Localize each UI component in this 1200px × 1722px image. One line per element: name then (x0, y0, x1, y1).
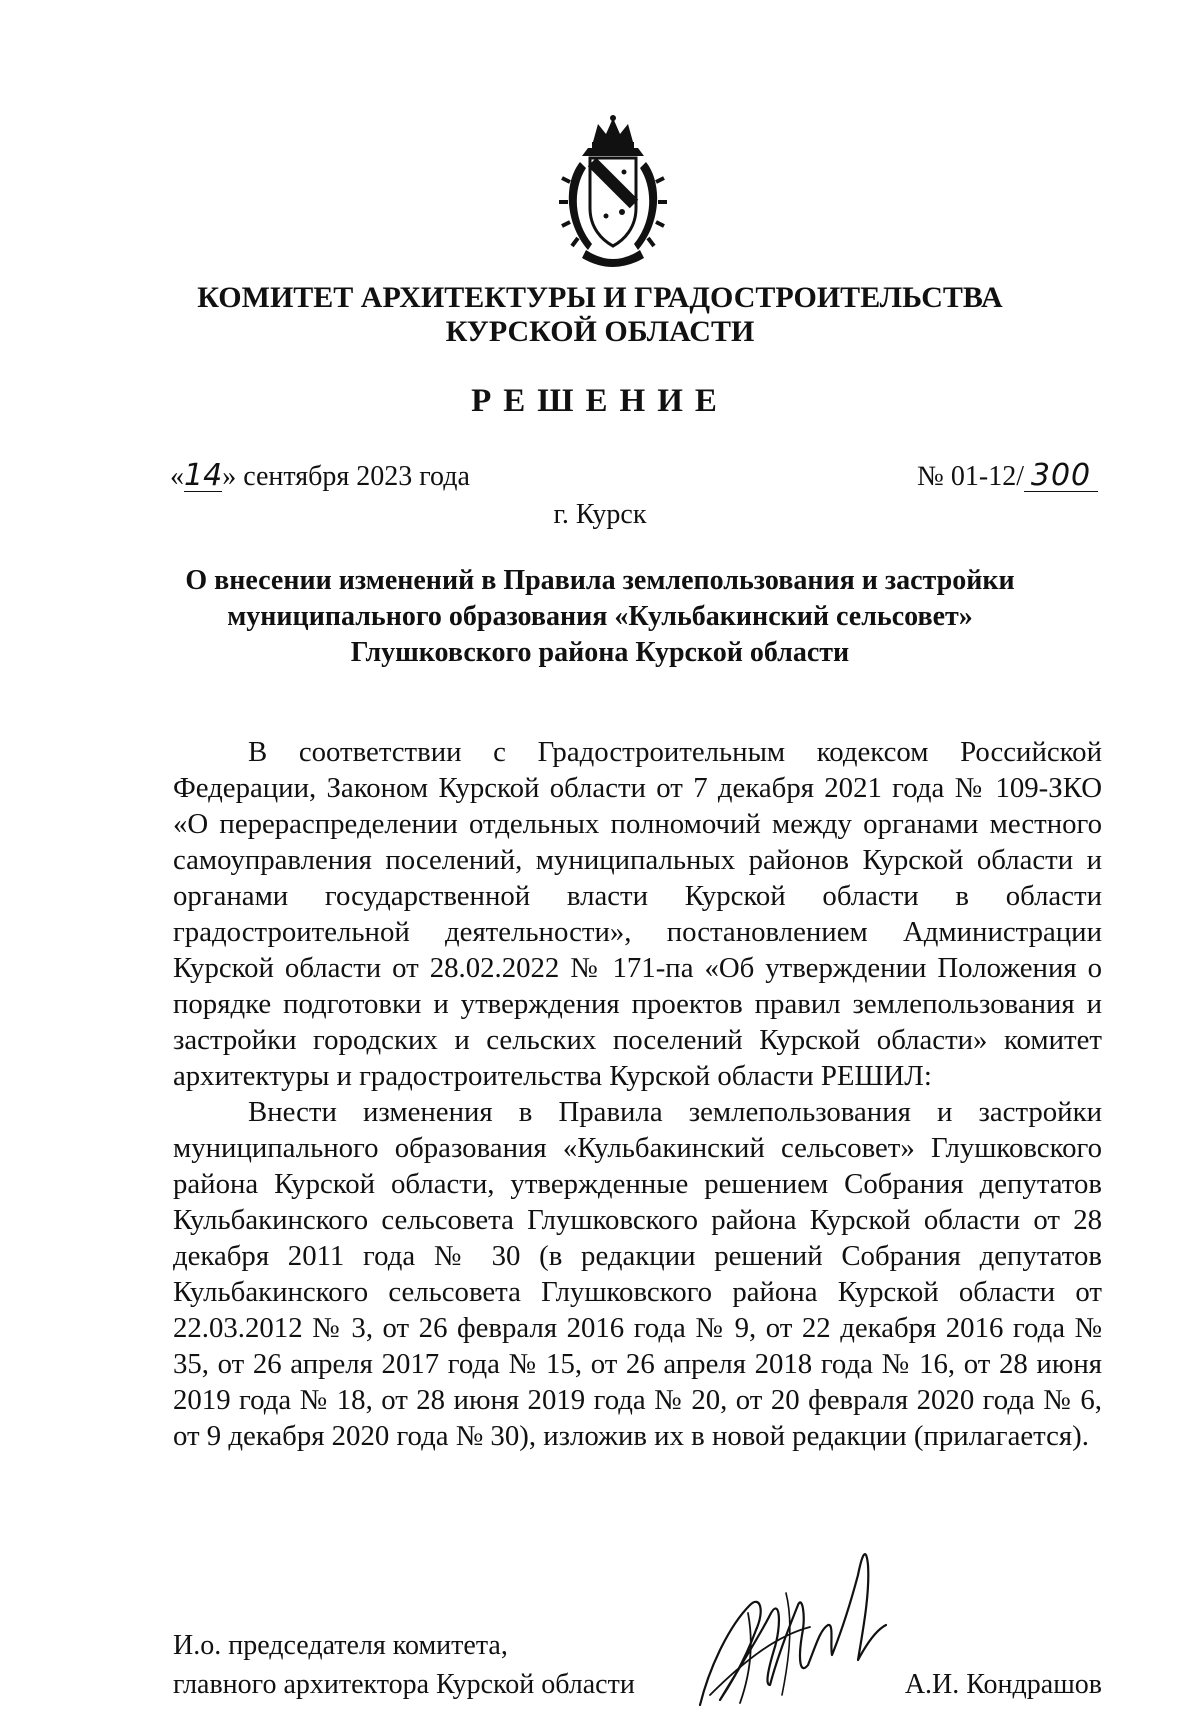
organization-name-line1: КОМИТЕТ АРХИТЕКТУРЫ И ГРАДОСТРОИТЕЛЬСТВА (197, 281, 1003, 314)
signatory-name: А.И. Кондрашов (904, 1669, 1102, 1700)
coat-of-arms-icon (558, 112, 668, 272)
signatory-title-line2: главного архитектора Курской области (173, 1669, 635, 1700)
document-body (173, 734, 1102, 1454)
date-day-handwritten: 14 (184, 458, 223, 493)
document-date (170, 459, 470, 495)
document-city: г. Курск (553, 499, 647, 530)
organization-name-line2: КУРСКОЙ ОБЛАСТИ (445, 315, 755, 348)
subject-line1: О внесении изменений в Правила землепользования и застройки (185, 565, 1015, 596)
document-type-title: РЕШЕНИЕ (471, 383, 729, 419)
document-subject (180, 563, 1020, 671)
body-paragraph-decision: Внести изменения в Правила землепользования и застройки муниципального образования «Кульбакинский сельсовет» Глушковского района Курской области, утвержденные решением Собрания депутатов Кульбакинского сельсовета Глушковского района Курской области от 28 декабря 2011 года № 30 (в редакции решений Собрания депутатов Кульбакинского сельсовета Глушковского района Курской области от 22.03.2012 № 3, от 26 февраля 2016 года № 9, от 22 декабря 2016 года № 35, от 26 апреля 2017 года № 15, от 26 апреля 2018 года № 16, от 28 июня 2019 года № 18, от 28 июня 2019 года № 20, от 20 февраля 2020 года № 6, от 9 декабря 2020 года № 30), изложив их в новой редакции (прилагается). (173, 1096, 1102, 1452)
date-rest: » сентября 2023 года (222, 461, 470, 492)
number-handwritten: 300 (1024, 461, 1098, 492)
signature-image (690, 1535, 920, 1715)
subject-line3: Глушковского района Курской области (350, 637, 850, 668)
subject-line2: муниципального образования «Кульбакинский сельсовет» (227, 601, 973, 632)
document-number (917, 459, 1098, 495)
body-paragraph-preamble: В соответствии с Градостроительным кодексом Российской Федерации, Законом Курской области от 7 декабря 2021 года № 109-ЗКО «О перераспределении отдельных полномочий между органами местного самоуправления поселений, муниципальных районов Курской области и органами государственной власти Курской области в области градостроительной деятельности», постановлением Администрации Курской области от 28.02.2022 № 171-па «Об утверждении Положения о порядке подготовки и утверждения проектов правил землепользования и застройки городских и сельских поселений Курской области» комитет архитектуры и градостроительства Курской области РЕШИЛ: (173, 736, 1102, 1092)
signatory-title (173, 1626, 635, 1704)
number-prefix: № 01-12/ (917, 461, 1024, 492)
signatory-title-line1: И.о. председателя комитета, (173, 1630, 508, 1661)
date-prefix: « (170, 461, 184, 492)
